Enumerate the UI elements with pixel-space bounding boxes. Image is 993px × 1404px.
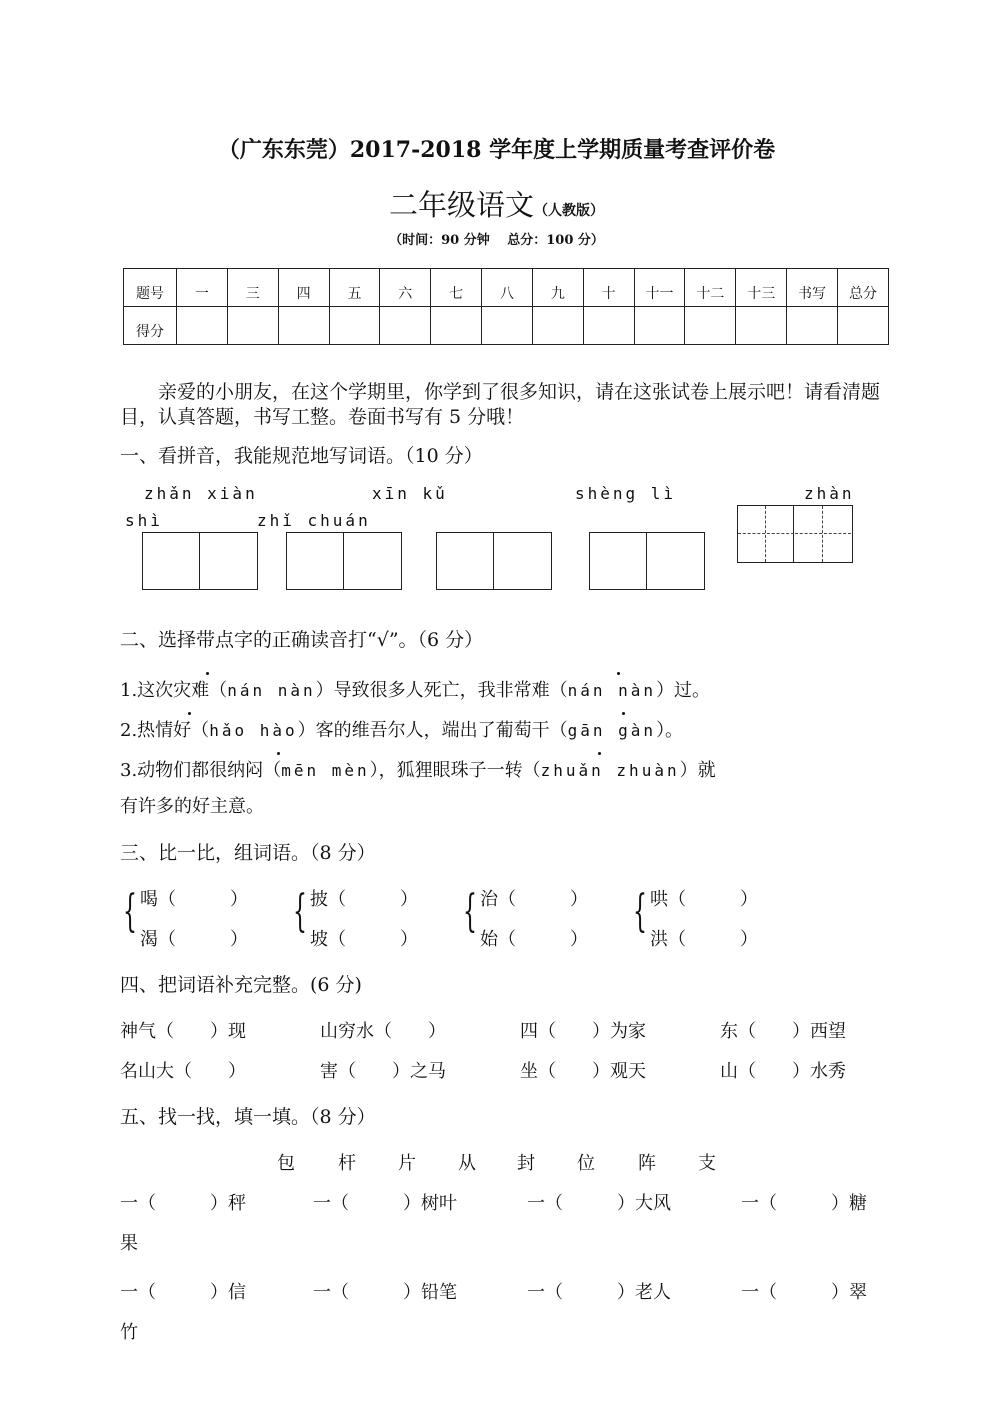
idiom-blank: 名山大（ ） [120, 1061, 246, 1082]
score-col: 九 [532, 269, 583, 307]
time-info: （时间：90 分钟 总分：100 分） [389, 233, 604, 248]
pinyin-options[interactable]: zhuǎn zhuàn [540, 761, 680, 780]
edition-label: （人教版） [534, 203, 604, 219]
measure-word-continued: 竹 [120, 1322, 138, 1343]
word-bank-item: 杆 [338, 1153, 356, 1174]
question-2-2 [120, 716, 683, 742]
intro-text: 亲爱的小朋友，在这个学期里，你学到了很多知识，请在这张试卷上展示吧！请看清题目，认真答题，书写工整。卷面书写有 5 分哦！ [120, 381, 881, 428]
brace-icon: { [293, 886, 307, 937]
score-table-row-label: 得分 [124, 307, 177, 345]
score-col: 四 [278, 269, 329, 307]
score-cell[interactable] [736, 307, 787, 345]
score-cell[interactable] [431, 307, 482, 345]
pinyin-options[interactable]: nán nàn [227, 681, 316, 700]
pinyin: shèng lì [575, 484, 677, 503]
score-table-row-label: 题号 [124, 269, 177, 307]
score-cell[interactable] [278, 307, 329, 345]
score-col: 三 [227, 269, 278, 307]
score-col: 五 [329, 269, 380, 307]
word-bank-item: 位 [577, 1153, 595, 1174]
tian-grid-box[interactable] [737, 505, 853, 563]
brace-icon: { [123, 886, 137, 937]
score-cell[interactable] [685, 307, 736, 345]
pinyin: shì [125, 511, 163, 530]
idiom-blank: 山（ ）水秀 [720, 1061, 846, 1082]
compare-word-bottom: 洪（ ） [650, 929, 758, 950]
pinyin: xīn kǔ [372, 484, 448, 503]
measure-word-blank: 一（ ）老人 [527, 1282, 671, 1303]
word-bank-item: 从 [458, 1153, 476, 1174]
measure-word-blank: 一（ ）树叶 [313, 1193, 457, 1214]
question-text: 2.热情好（ [120, 720, 210, 741]
pinyin-options[interactable]: nán nàn [567, 681, 657, 700]
emphasis-dot [206, 672, 209, 675]
subject-line [0, 183, 993, 224]
score-cell[interactable] [329, 307, 380, 345]
question-text: ）过。 [656, 680, 711, 701]
score-cell[interactable] [532, 307, 583, 345]
score-cell[interactable] [227, 307, 278, 345]
subject-title: 二年级语文 [388, 188, 534, 222]
measure-word-blank: 一（ ）信 [120, 1282, 246, 1303]
score-cell[interactable] [177, 307, 228, 345]
question-text: ），狐狸眼珠子一转（ [369, 760, 541, 781]
compare-word-bottom: 坡（ ） [310, 929, 418, 950]
score-cell[interactable] [482, 307, 533, 345]
score-col: 十二 [685, 269, 736, 307]
question-text: 1.这次灾难（ [120, 680, 228, 701]
score-col: 十三 [736, 269, 787, 307]
writing-box[interactable] [436, 532, 552, 590]
pinyin: zhǐ chuán [257, 511, 371, 530]
score-col: 十一 [634, 269, 685, 307]
compare-word-top: 哄（ ） [650, 889, 758, 910]
emphasis-dot [598, 752, 601, 755]
question-text: ）导致很多人死亡，我非常难（ [315, 680, 568, 701]
question-2-3 [120, 756, 716, 782]
score-col: 六 [380, 269, 431, 307]
score-table-header-row [124, 269, 889, 307]
measure-word-continued: 果 [120, 1233, 138, 1254]
score-col: 一 [177, 269, 228, 307]
brace-icon: { [463, 886, 477, 937]
measure-word-blank: 一（ ）大风 [527, 1193, 671, 1214]
measure-word-blank: 一（ ）铅笔 [313, 1282, 457, 1303]
exam-title: （广东东莞）2017-2018 学年度上学期质量考查评价卷 [217, 137, 776, 163]
writing-box[interactable] [589, 532, 705, 590]
section1-heading: 一、看拼音，我能规范地写词语。（10 分） [120, 445, 483, 467]
emphasis-dot [622, 712, 625, 715]
emphasis-dot [188, 712, 191, 715]
score-cell[interactable] [634, 307, 685, 345]
word-bank-item: 支 [698, 1153, 716, 1174]
score-cell[interactable] [787, 307, 838, 345]
pinyin-options[interactable]: hǎo hào [209, 721, 298, 740]
writing-box[interactable] [142, 532, 258, 590]
score-cell[interactable] [837, 307, 888, 345]
section3-heading: 三、比一比，组词语。（8 分） [120, 842, 376, 864]
question-text: ）就 [679, 760, 716, 781]
section4-heading: 四、把词语补充完整。(6 分) [120, 974, 362, 996]
word-bank-item: 封 [517, 1153, 535, 1174]
score-table [123, 268, 889, 345]
compare-word-top: 披（ ） [310, 889, 418, 910]
section5-heading: 五、找一找，填一填。（8 分） [120, 1106, 376, 1128]
question-text: 3.动物们都很纳闷（ [120, 760, 282, 781]
measure-word-blank: 一（ ）糖 [741, 1193, 867, 1214]
brace-icon: { [633, 886, 647, 937]
score-col: 七 [431, 269, 482, 307]
pinyin-options[interactable]: gān gàn [567, 721, 657, 740]
score-col: 八 [482, 269, 533, 307]
writing-box[interactable] [286, 532, 402, 590]
pinyin: zhàn [804, 484, 855, 503]
question-2-1 [120, 676, 710, 702]
score-cell[interactable] [583, 307, 634, 345]
idiom-blank: 坐（ ）观天 [520, 1061, 646, 1082]
compare-word-bottom: 始（ ） [480, 929, 588, 950]
pinyin-options[interactable]: mēn mèn [281, 761, 370, 780]
compare-word-top: 治（ ） [480, 889, 588, 910]
emphasis-dot [617, 672, 620, 675]
word-bank-item: 片 [398, 1153, 416, 1174]
question-text: ）客的维吾尔人，端出了葡萄干（ [297, 720, 568, 741]
compare-word-bottom: 渴（ ） [140, 929, 248, 950]
idiom-blank: 神气（ ）现 [120, 1021, 246, 1042]
score-cell[interactable] [380, 307, 431, 345]
idiom-blank: 四（ ）为家 [520, 1021, 646, 1042]
measure-word-blank: 一（ ）秤 [120, 1193, 246, 1214]
score-col: 十 [583, 269, 634, 307]
idiom-blank: 害（ ）之马 [320, 1061, 446, 1082]
word-bank-item: 包 [277, 1153, 295, 1174]
idiom-blank: 山穷水（ ） [320, 1021, 446, 1042]
measure-word-blank: 一（ ）翠 [741, 1282, 867, 1303]
emphasis-dot [277, 752, 280, 755]
score-table-score-row [124, 307, 889, 345]
word-bank-item: 阵 [638, 1153, 656, 1174]
question-text: ）。 [656, 720, 684, 741]
idiom-blank: 东（ ）西望 [720, 1021, 846, 1042]
compare-word-top: 喝（ ） [140, 889, 248, 910]
score-col: 总分 [837, 269, 888, 307]
question-2-3-continued: 有许多的好主意。 [120, 796, 264, 817]
score-col: 书写 [787, 269, 838, 307]
section2-heading: 二、选择带点字的正确读音打“√”。（6 分） [120, 629, 484, 651]
pinyin: zhǎn xiàn [144, 484, 258, 503]
